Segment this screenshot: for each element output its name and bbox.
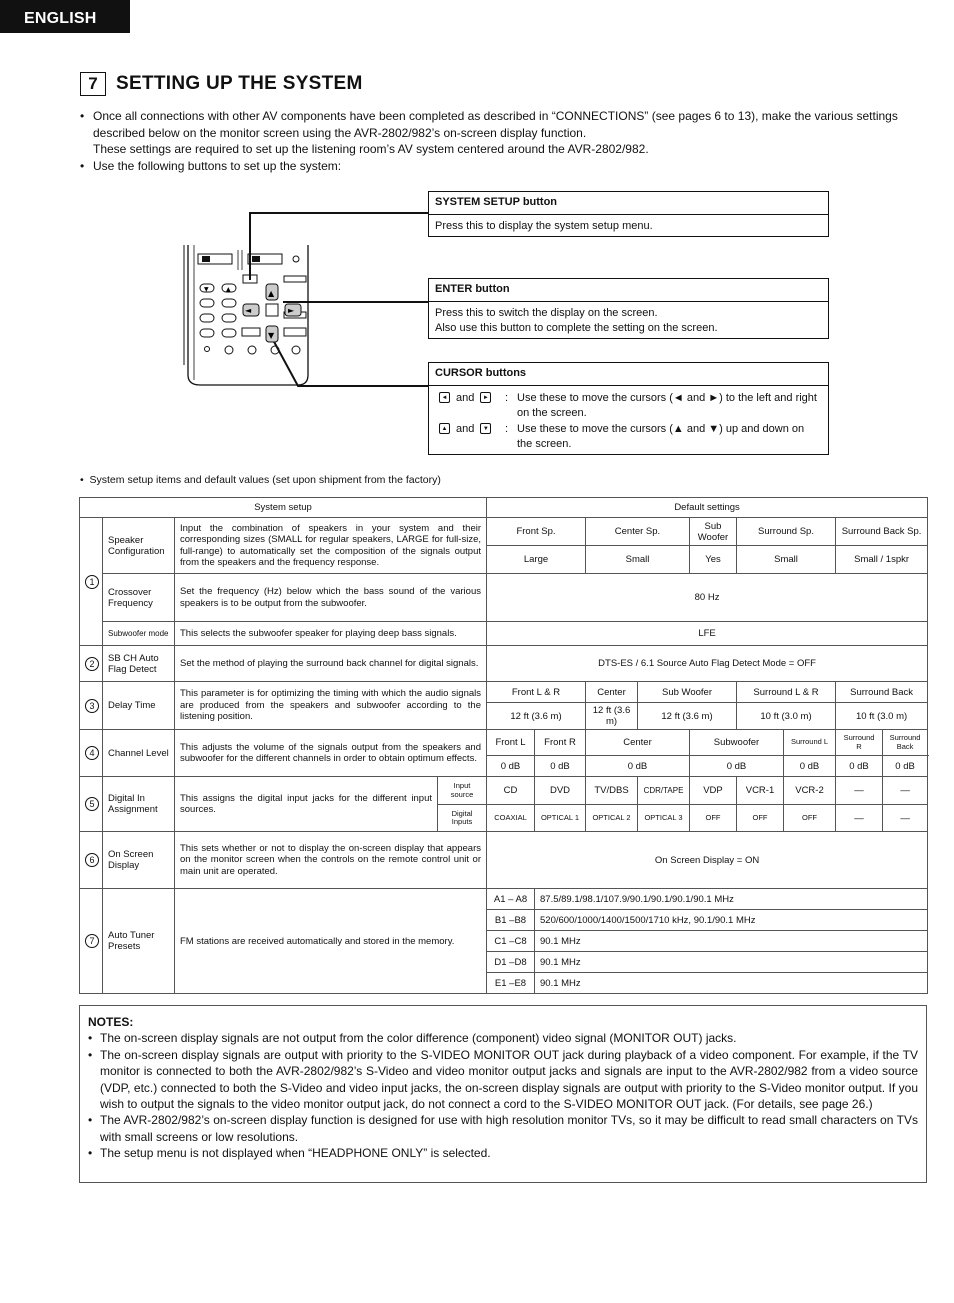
cell: 0 dB [535, 756, 586, 777]
delay-label: Delay Time [103, 682, 175, 730]
cursor-callout: CURSOR buttons ◄ and ► : Use these to move the cursors (◄ and ►) to the left and right on the screen. ▲ and ▼ : Use these to move the cursors (▲ and ▼) up and down on the screen. [428, 362, 829, 455]
digital-label: Digital In Assignment [103, 777, 175, 832]
cell: 12 ft (3.6 m) [487, 703, 586, 730]
cell: Surround Back Sp. [836, 518, 928, 546]
system-setup-title: SYSTEM SETUP button [429, 192, 828, 215]
cell: TV/DBS [586, 777, 638, 805]
remote-control-illustration [180, 190, 430, 390]
tuner-key: E1 –E8 [487, 973, 535, 994]
svg-text:◄: ◄ [245, 306, 252, 315]
cursor-right-icon: ► [480, 392, 491, 403]
head-defaults: Default settings [487, 498, 928, 518]
intro-bullet-2: Use the following buttons to set up the system: [93, 158, 342, 173]
cell: CDR/TAPE [638, 777, 690, 805]
cell: Center [586, 730, 690, 756]
note-item: The AVR-2802/982’s on-screen display function is designed for use with high resolution monitor TVs, so it may be difficult to read small characters on TVs with small screens or low resolutions. [100, 1113, 918, 1144]
item-number: 5 [85, 797, 99, 811]
cell: VCR-1 [737, 777, 784, 805]
notes-title: NOTES: [88, 1015, 134, 1029]
input-source-label: Input source [438, 777, 487, 805]
note-item: The on-screen display signals are output with priority to the S-VIDEO MONITOR OUT jack during playback of a video component. For example, if the TV monitor is connected to both the AVR-2802/982’s S-Video and video monitor output jacks and signals are input to the AVR-2802/982 from a video source (VDP, etc.) connected to both the S-Video and video input jacks, the on-screen display signals are output with priority to the S-Video monitor output. If you wish to output the signals to the video monitor output jack, do not connect a cord to the S-VIDEO MONITOR OUT jack. (For details, see page 26.) [100, 1047, 918, 1112]
item-number: 1 [85, 575, 99, 589]
cell: Surround Back [883, 730, 928, 756]
cell: Small / 1spkr [836, 546, 928, 574]
osd-value: On Screen Display = ON [487, 832, 928, 889]
tuner-label: Auto Tuner Presets [103, 889, 175, 994]
sbch-label: SB CH Auto Flag Detect [103, 646, 175, 682]
cell: Surround Back [836, 682, 928, 703]
intro-bullet-1-cont: These settings are required to set up the listening room’s AV system centered around the AVR-2802/982. [93, 142, 649, 156]
section-number: 7 [80, 72, 106, 96]
cell: Front Sp. [487, 518, 586, 546]
cell: Surround Sp. [737, 518, 836, 546]
cell: Center [586, 682, 638, 703]
tuner-desc: FM stations are received automatically and stored in the memory. [175, 889, 487, 994]
note-item: The on-screen display signals are not output from the color difference (component) video signal (MONITOR OUT) jacks. [100, 1031, 737, 1046]
cell: CD [487, 777, 535, 805]
cell: OPTICAL 1 [535, 805, 586, 832]
system-setup-desc: Press this to display the system setup menu. [435, 220, 653, 232]
item-number: 4 [85, 746, 99, 760]
speaker-config-desc: Input the combination of speakers in your system and their corresponding sizes (SMALL for regular speakers, LARGE for full-size, full-range) to automatically set the composition of the signals output from the speakers and the frequency response. [175, 518, 487, 574]
cell: 0 dB [883, 756, 928, 777]
cell: VDP [690, 777, 737, 805]
svg-text:►: ► [288, 306, 295, 315]
and-label: and [456, 392, 475, 404]
and-label: and [456, 423, 475, 435]
enter-desc-2: Also use this button to complete the setting on the screen. [435, 322, 718, 334]
tuner-value: 87.5/89.1/98.1/107.9/90.1/90.1/90.1/90.1 MHz [535, 889, 928, 910]
table-intro: • System setup items and default values (set upon shipment from the factory) [80, 474, 441, 486]
cell: 10 ft (3.0 m) [737, 703, 836, 730]
cell: OFF [737, 805, 784, 832]
cell: Center Sp. [586, 518, 690, 546]
cell: VCR-2 [784, 777, 836, 805]
cell: Large [487, 546, 586, 574]
subwoofer-mode-desc: This selects the subwoofer speaker for playing deep bass signals. [175, 622, 487, 646]
digital-inputs-label: Digital Inputs [438, 805, 487, 832]
notes-box: NOTES: • The on-screen display signals are not output from the color difference (component) video signal (MONITOR OUT) jacks. • The on-screen display signals are output with priority to the S-VIDEO MONITOR OUT jack during playback of a video component. For example, if the TV monitor is connected to both the AVR-2802/982’s S-Video and video monitor output jacks and signals are input to the AVR-2802/982 from a video source (VDP, etc.) connected to both the S-Video and video input jacks, the on-screen display signals are output with priority to the S-Video monitor output. If you wish to output the signals to the video monitor output jack, do not connect a cord to the S-VIDEO MONITOR OUT jack. (For details, see page 26.) • The AVR-2802/982’s on-screen display function is designed for use with high resolution monitor TVs, so it may be difficult to read small characters on TVs with small screens or low resolutions. • The setup menu is not displayed when “HEADPHONE ONLY” is selected. [79, 1005, 927, 1183]
tuner-value: 90.1 MHz [535, 952, 928, 973]
language-tab: ENGLISH [0, 0, 130, 33]
subwoofer-mode-value: LFE [487, 622, 928, 646]
cell: Small [737, 546, 836, 574]
osd-desc: This sets whether or not to display the on-screen display that appears on the monitor screen when the controls on the remote control unit or main unit are operated. [175, 832, 487, 889]
digital-desc: This assigns the digital input jacks for the different input sources. [175, 777, 438, 832]
svg-text:▲: ▲ [268, 289, 275, 298]
cell: Front L & R [487, 682, 586, 703]
svg-text:▼: ▼ [268, 331, 275, 340]
tuner-value: 90.1 MHz [535, 931, 928, 952]
setup-table [79, 497, 928, 994]
cursor-left-icon: ◄ [439, 392, 450, 403]
cell: COAXIAL [487, 805, 535, 832]
cursor-lr-desc: Use these to move the cursors (◄ and ►) to the left and right on the screen. [517, 392, 817, 419]
cell: Yes [690, 546, 737, 574]
cell: — [836, 777, 883, 805]
tuner-key: A1 – A8 [487, 889, 535, 910]
crossover-desc: Set the frequency (Hz) below which the bass sound of the various speakers is to be output from the subwoofer. [175, 574, 487, 622]
cell: Front L [487, 730, 535, 756]
system-setup-callout [428, 191, 829, 237]
section-header [80, 72, 363, 96]
cursor-up-icon: ▲ [439, 423, 450, 434]
cell: Sub Woofer [690, 518, 737, 546]
cell: 12 ft (3.6 m) [586, 703, 638, 730]
enter-callout [428, 278, 829, 339]
cell: 0 dB [586, 756, 690, 777]
speaker-config-label: Speaker Configuration [103, 518, 175, 574]
cell: 0 dB [487, 756, 535, 777]
enter-title: ENTER button [429, 279, 828, 302]
subwoofer-mode-label: Subwoofer mode [103, 622, 175, 646]
cursor-ud-desc: Use these to move the cursors (▲ and ▼) up and down on the screen. [517, 423, 805, 450]
item-number: 7 [85, 934, 99, 948]
cell: 0 dB [784, 756, 836, 777]
cell: 0 dB [690, 756, 784, 777]
crossover-value: 80 Hz [487, 574, 928, 622]
tuner-key: D1 –D8 [487, 952, 535, 973]
svg-text:▲: ▲ [226, 286, 231, 293]
cursor-down-icon: ▼ [480, 423, 491, 434]
cell: — [836, 805, 883, 832]
cell: Small [586, 546, 690, 574]
cell: — [883, 777, 928, 805]
cell: OFF [784, 805, 836, 832]
cell: 0 dB [836, 756, 883, 777]
tuner-key: B1 –B8 [487, 910, 535, 931]
cell: OPTICAL 2 [586, 805, 638, 832]
cell: — [883, 805, 928, 832]
section-title: SETTING UP THE SYSTEM [116, 73, 363, 94]
sbch-value: DTS-ES / 6.1 Source Auto Flag Detect Mode = OFF [487, 646, 928, 682]
cell: Front R [535, 730, 586, 756]
tuner-value: 90.1 MHz [535, 973, 928, 994]
crossover-label: Crossover Frequency [103, 574, 175, 622]
sbch-desc: Set the method of playing the surround back channel for digital signals. [175, 646, 487, 682]
cursor-title: CURSOR buttons [429, 363, 828, 386]
head-setup: System setup [80, 498, 487, 518]
delay-desc: This parameter is for optimizing the timing with which the audio signals are produced from the speakers and subwoofer according to the listening position. [175, 682, 487, 730]
cell: 10 ft (3.0 m) [836, 703, 928, 730]
cell: Surround L & R [737, 682, 836, 703]
tuner-key: C1 –C8 [487, 931, 535, 952]
cell: OPTICAL 3 [638, 805, 690, 832]
cell: Subwoofer [690, 730, 784, 756]
cell: Surround L [784, 730, 836, 756]
intro-bullet-1: Once all connections with other AV components have been completed as described in “CONNECTIONS” (see pages 6 to 13), make the various settings described below on the monitor screen using the AVR-2802/982’s on-screen display function. [93, 109, 898, 140]
cell: 12 ft (3.6 m) [638, 703, 737, 730]
intro-text: • Once all connections with other AV components have been completed as described in “CONNECTIONS” (see pages 6 to 13), make the various settings described below on the monitor screen using the AVR-2802/982’s on-screen display function. These settings are required to set up the listening room’s AV system centered around the AVR-2802/982. • Use the following buttons to set up the system: [80, 108, 930, 174]
enter-desc-1: Press this to switch the display on the screen. [435, 307, 658, 319]
note-item: The setup menu is not displayed when “HEADPHONE ONLY” is selected. [100, 1146, 491, 1161]
item-number: 2 [85, 657, 99, 671]
item-number: 6 [85, 853, 99, 867]
cell: OFF [690, 805, 737, 832]
channel-desc: This adjusts the volume of the signals output from the speakers and subwoofer for the different channels in order to obtain optimum effects. [175, 730, 487, 777]
cell: Surround R [836, 730, 883, 756]
item-number: 3 [85, 699, 99, 713]
osd-label: On Screen Display [103, 832, 175, 889]
cell: Sub Woofer [638, 682, 737, 703]
cell: DVD [535, 777, 586, 805]
svg-text:▼: ▼ [204, 286, 209, 293]
channel-label: Channel Level [103, 730, 175, 777]
tuner-value: 520/600/1000/1400/1500/1710 kHz, 90.1/90.1 MHz [535, 910, 928, 931]
